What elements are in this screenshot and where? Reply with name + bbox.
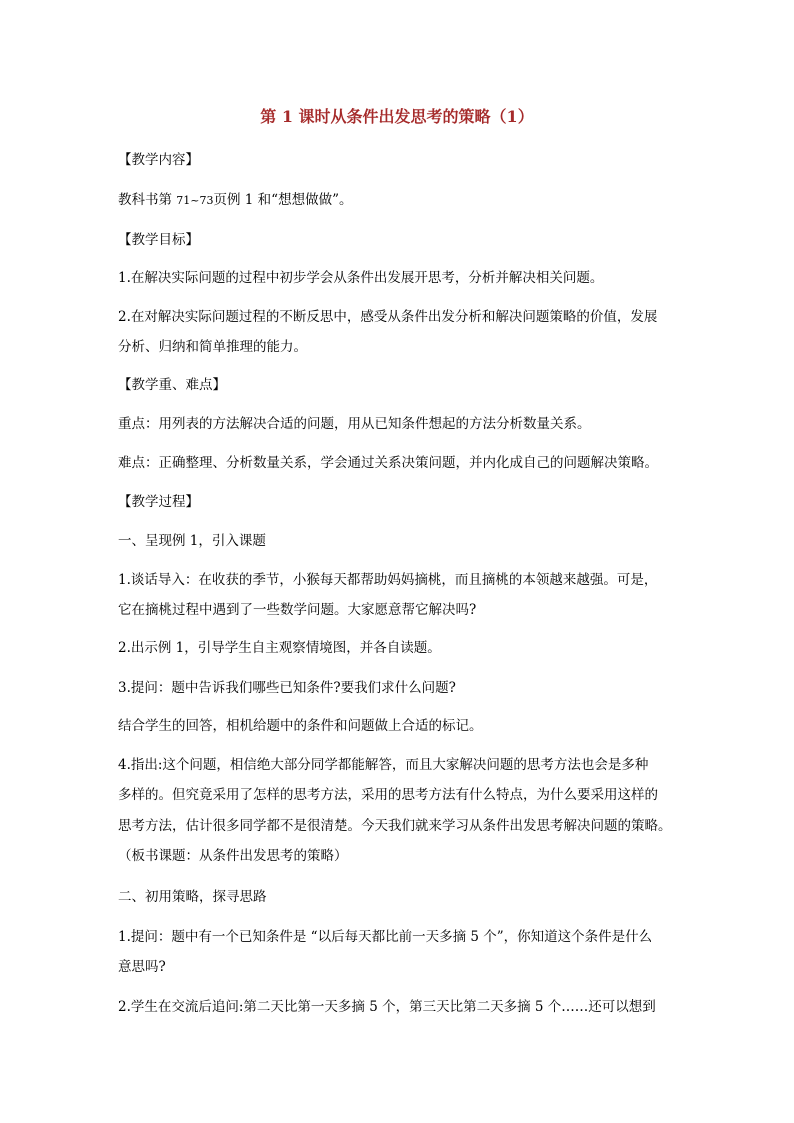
step-3: 3.提问：题中告诉我们哪些已知条件?要我们求什么问题? <box>118 680 456 696</box>
page-title: 第 1 课时从条件出发思考的策略（1） <box>260 107 534 126</box>
goal-1: 1.在解决实际问题的过程中初步学会从条件出发展开思考，分析并解决相关问题。 <box>118 270 604 286</box>
step-4-line-3: 思考方法，估计很多同学都不是很清楚。今天我们就来学习从条件出发思考解决问题的策略。 <box>118 818 672 834</box>
key-point: 重点：用列表的方法解决合适的问题，用从已知条件想起的方法分析数量关系。 <box>118 416 591 432</box>
step-3-note: 结合学生的回答，相机给题中的条件和问题做上合适的标记。 <box>118 718 483 734</box>
step-4-line-4: （板书课题：从条件出发思考的策略） <box>118 848 348 864</box>
section-heading-key: 【教学重、难点】 <box>118 377 226 393</box>
section-heading-content: 【教学内容】 <box>118 152 199 168</box>
step-4-line-1: 4.指出:这个问题，相信绝大部分同学都能解答，而且大家解决问题的思考方法也会是多种 <box>118 757 649 773</box>
section-heading-goals: 【教学目标】 <box>118 232 199 248</box>
difficult-point: 难点：正确整理、分析数量关系，学会通过关系决策问题，并内化成自己的问题解决策略。 <box>118 455 658 471</box>
step-2-2: 2.学生在交流后追问:第二天比第一天多摘 5 个，第三天比第二天多摘 5 个……还可以想到 <box>118 999 656 1015</box>
content-text-part-a: 教科书第 <box>118 192 177 208</box>
part-2-heading: 二、初用策略，探寻思路 <box>118 889 267 905</box>
step-2-1-line-1: 1.提问：题中有一个已知条件是 “以后每天都比前一天多摘 5 个”，你知道这个条件是什么 <box>118 929 653 945</box>
content-text-pages: 71~73 <box>176 194 214 207</box>
part-1-heading: 一、呈现例 1，引入课题 <box>118 533 266 549</box>
content-text-part-b: 页例 1 和“想想做做”。 <box>213 192 353 208</box>
goal-2-line-2: 分析、归纳和简单推理的能力。 <box>118 339 307 355</box>
goal-2-line-1: 2.在对解决实际问题过程的不断反思中，感受从条件出发分析和解决问题策略的价值，发展 <box>118 309 658 325</box>
step-1-line-2: 它在摘桃过程中遇到了一些数学问题。大家愿意帮它解决吗? <box>118 602 477 618</box>
step-2-1-line-2: 意思吗? <box>118 959 166 975</box>
section-heading-process: 【教学过程】 <box>118 494 199 510</box>
content-text <box>118 186 684 215</box>
step-1-line-1: 1.谈话导入：在收获的季节，小猴每天都帮助妈妈摘桃，而且摘桃的本领越来越强。可是， <box>118 572 658 588</box>
step-4-line-2: 多样的。但究竟采用了怎样的思考方法，采用的思考方法有什么特点，为什么要采用这样的 <box>118 787 658 803</box>
step-2: 2.出示例 1，引导学生自主观察情境图，并各自读题。 <box>118 640 441 656</box>
